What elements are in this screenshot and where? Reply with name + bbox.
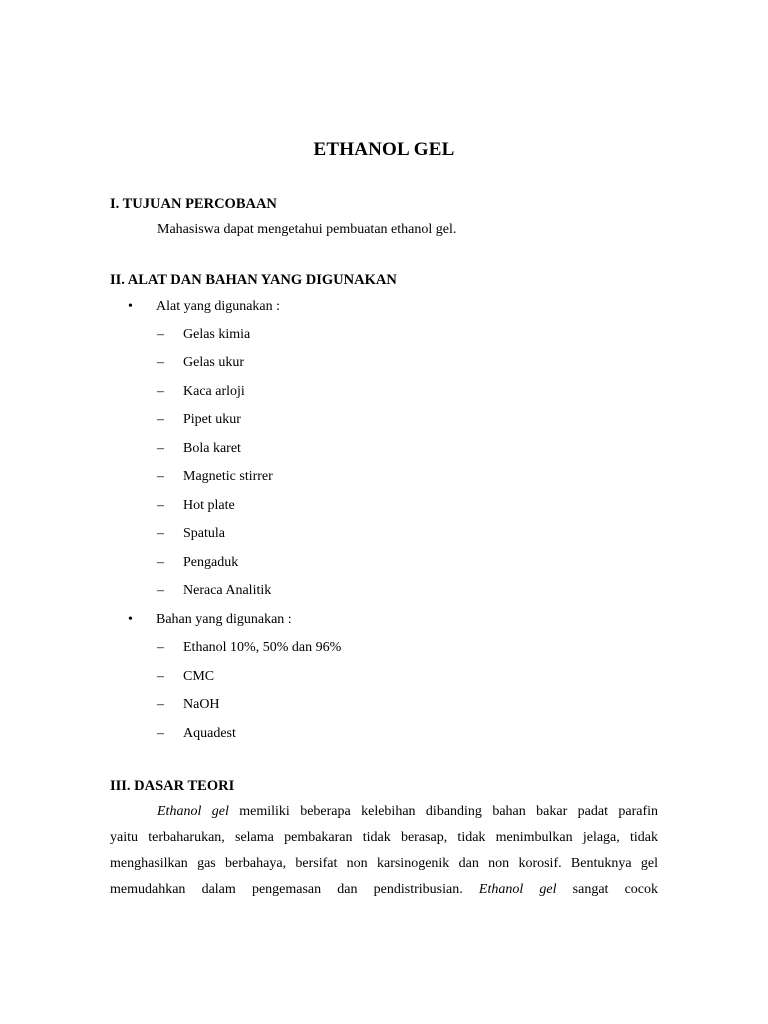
list-item-text: Bola karet [183, 441, 241, 456]
dash-marker: – [157, 441, 164, 456]
section-heading-alat-bahan: II. ALAT DAN BAHAN YANG DIGUNAKAN [110, 272, 397, 288]
list-item [157, 498, 235, 514]
dash-marker: – [157, 526, 164, 541]
list-item [157, 726, 236, 742]
section-heading-tujuan: I. TUJUAN PERCOBAAN [110, 196, 277, 212]
list-item [157, 412, 241, 428]
dash-marker: – [157, 640, 164, 655]
list-item [157, 669, 214, 685]
list-item-text: Aquadest [183, 726, 236, 741]
bullet-alat [128, 299, 280, 315]
italic-term: Ethanol gel [157, 804, 229, 819]
list-item [157, 384, 245, 400]
list-item [157, 469, 273, 485]
bullet-dot: • [128, 612, 133, 627]
list-item [157, 327, 250, 343]
line-text: sangat cocok [572, 882, 659, 897]
document-title: ETHANOL GEL [313, 139, 455, 160]
dash-marker: – [157, 726, 164, 741]
section-heading-dasar-teori: III. DASAR TEORI [110, 778, 235, 794]
dash-marker: – [157, 327, 164, 342]
bullet-label: Bahan yang digunakan : [156, 612, 292, 627]
dash-marker: – [157, 498, 164, 513]
paragraph-line: yaitu terbaharukan, selama pembakaran tidak berasap, tidak menimbulkan jelaga, tidak [110, 830, 658, 845]
list-item-text: Neraca Analitik [183, 583, 272, 598]
list-item-text: Gelas kimia [183, 327, 251, 342]
list-item-text: Spatula [183, 526, 225, 541]
dash-marker: – [157, 583, 164, 598]
list-item-text: Pengaduk [183, 555, 239, 570]
dash-marker: – [157, 697, 164, 712]
italic-term: Ethanol gel [478, 882, 557, 897]
paragraph-line [110, 799, 658, 825]
list-item [157, 526, 225, 542]
dash-marker: – [157, 355, 164, 370]
dasar-teori-paragraph [110, 799, 658, 903]
list-item-text: Ethanol 10%, 50% dan 96% [183, 640, 342, 655]
line-text: memiliki beberapa kelebihan dibanding bahan bakar padat parafin [228, 804, 658, 819]
dash-marker: – [157, 384, 164, 399]
bullet-dot: • [128, 299, 133, 314]
list-item-text: NaOH [183, 697, 220, 712]
list-item-text: Hot plate [183, 498, 235, 513]
list-item-text: Pipet ukur [183, 412, 241, 427]
list-item [157, 640, 341, 656]
line-text: memudahkan dalam pengemasan dan pendistribusian. [110, 882, 463, 897]
list-item-text: CMC [183, 669, 215, 684]
list-item [157, 441, 241, 457]
paragraph-line: menghasilkan gas berbahaya, bersifat non karsinogenik dan non korosif. Bentuknya gel [110, 856, 658, 871]
list-item-text: Magnetic stirrer [183, 469, 273, 484]
paragraph-line [110, 877, 658, 903]
list-item [157, 583, 271, 599]
dash-marker: – [157, 669, 164, 684]
dash-marker: – [157, 555, 164, 570]
list-item [157, 555, 238, 571]
bullet-bahan [128, 612, 292, 628]
dash-marker: – [157, 469, 164, 484]
tujuan-text: Mahasiswa dapat mengetahui pembuatan ethanol gel. [157, 222, 457, 237]
list-item-text: Kaca arloji [183, 384, 245, 399]
list-item-text: Gelas ukur [183, 355, 245, 370]
dash-marker: – [157, 412, 164, 427]
list-item [157, 697, 220, 713]
list-item [157, 355, 244, 371]
bullet-label: Alat yang digunakan : [156, 299, 281, 314]
